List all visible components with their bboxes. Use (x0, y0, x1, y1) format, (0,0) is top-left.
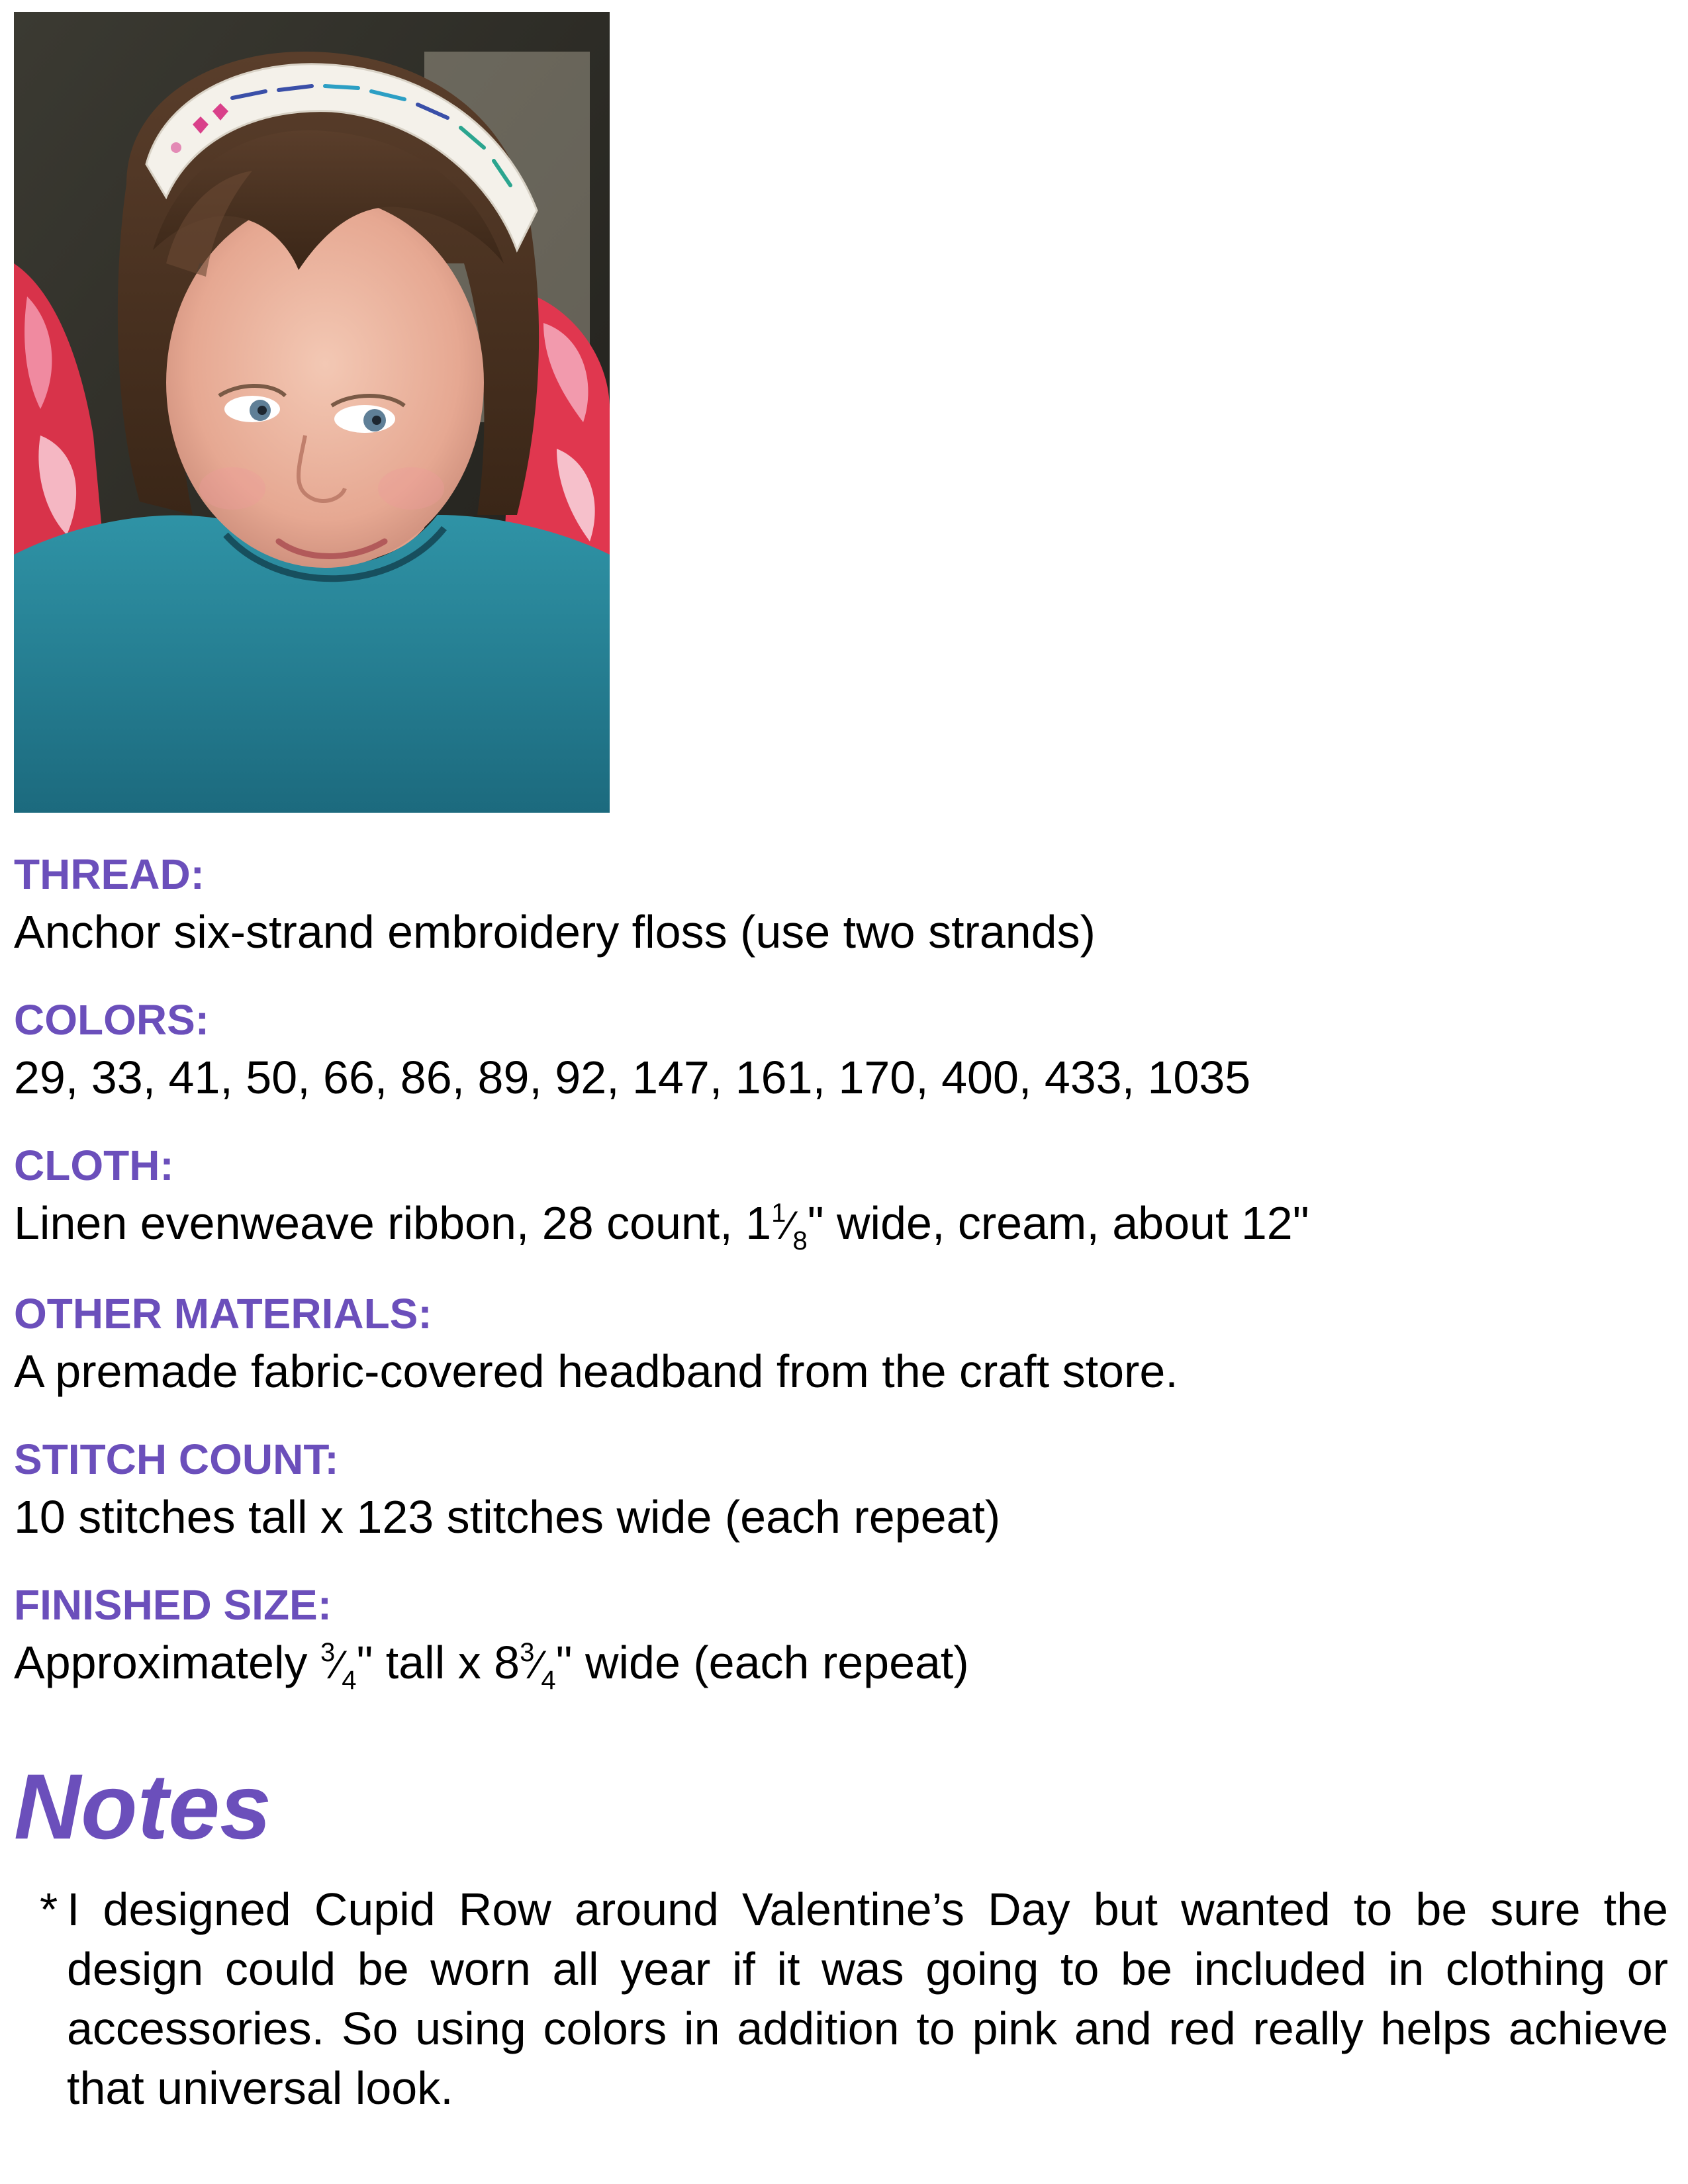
thread-label: THREAD: (14, 850, 205, 898)
girl-with-headband-photo (14, 12, 610, 813)
fraction-denominator: 4 (342, 1666, 357, 1695)
height-fraction: $^3⁄_4$ (320, 1638, 357, 1695)
colors-value: 29, 33, 41, 50, 66, 86, 89, 92, 147, 161, 170, 400, 433, 1035 (14, 1052, 1251, 1103)
cloth-value (14, 1193, 1669, 1256)
finished-size-label: FINISHED SIZE: (14, 1581, 332, 1629)
other-materials-value: A premade fabric-covered headband from the craft store. (14, 1345, 1178, 1397)
note-item (40, 1880, 1668, 2118)
width-fraction: $^3⁄_4$ (520, 1638, 556, 1695)
fraction-denominator: 4 (541, 1666, 556, 1695)
colors-section (14, 993, 1669, 1108)
materials-list (14, 847, 1669, 1726)
cloth-width-fraction: $^1⁄_8$ (771, 1199, 808, 1255)
finished-size-section (14, 1578, 1669, 1696)
cloth-value-end: " wide, cream, about 12" (807, 1197, 1309, 1249)
note-bullet: * (40, 1884, 58, 1935)
finished-size-start: Approximately (14, 1637, 320, 1688)
colors-label: COLORS: (14, 996, 210, 1044)
fraction-numerator: 3 (320, 1638, 336, 1667)
note-text: I designed Cupid Row around Valentine’s Day but wanted to be sure the design could be worn all year if it was going to be included in clothing or accessories. So using colors in addition to pink and red really helps achieve that universal look. (67, 1884, 1668, 2114)
finished-size-value (14, 1632, 1669, 1696)
fraction-numerator: 3 (520, 1638, 535, 1667)
cloth-label: CLOTH: (14, 1142, 174, 1189)
stitch-count-section (14, 1432, 1669, 1547)
finished-size-end: " wide (each repeat) (555, 1637, 969, 1688)
finished-size-middle: " tall x 8 (356, 1637, 520, 1688)
notes-heading: Notes (14, 1754, 271, 1858)
stitch-count-value: 10 stitches tall x 123 stitches wide (each repeat) (14, 1491, 1001, 1543)
cloth-value-start: Linen evenweave ribbon, 28 count, 1 (14, 1197, 772, 1249)
notes-list (40, 1880, 1668, 2118)
fraction-numerator: 1 (771, 1199, 786, 1228)
thread-value: Anchor six-strand embroidery floss (use two strands) (14, 906, 1096, 958)
other-materials-label: OTHER MATERIALS: (14, 1290, 432, 1338)
stitch-count-label: STITCH COUNT: (14, 1435, 339, 1483)
other-materials-section (14, 1287, 1669, 1402)
cloth-section (14, 1138, 1669, 1256)
fraction-denominator: 8 (792, 1226, 808, 1255)
thread-section (14, 847, 1669, 962)
